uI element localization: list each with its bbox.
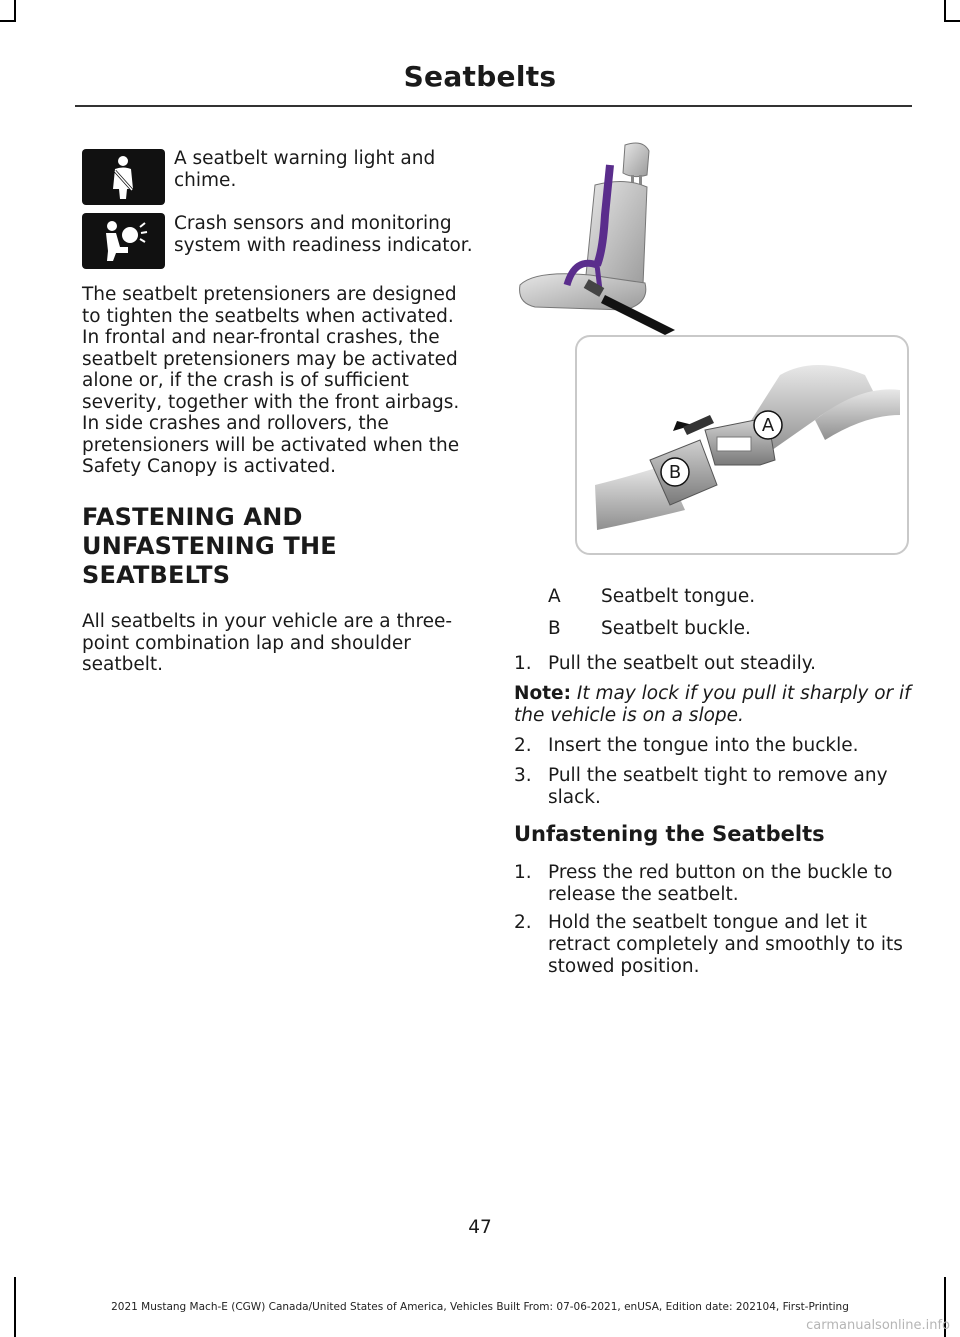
step-number: 2. — [514, 735, 532, 756]
seat-illustration — [515, 135, 675, 335]
buckle-illustration — [575, 335, 909, 555]
step-text: Hold the seatbelt tongue and let it retract completely and smoothly to its stowed position. — [548, 912, 903, 977]
note-text: It may lock if you pull it sharply or if the vehicle is on a slope. — [514, 683, 911, 726]
step-number: 2. — [514, 912, 532, 933]
page-number: 47 — [468, 1217, 492, 1238]
step-item — [514, 862, 914, 906]
subsection-heading: Unfastening the Seatbelts — [514, 822, 825, 846]
figure-label-a: A — [761, 415, 775, 436]
section-heading-line: FASTENING AND — [82, 503, 303, 531]
icon-description: A seatbelt warning light and chime. — [174, 148, 436, 191]
airbag-readiness-icon — [82, 213, 165, 269]
legend-key: A — [548, 586, 561, 607]
legend-key: B — [548, 618, 561, 639]
step-text: Press the red button on the buckle to release the seatbelt. — [548, 862, 893, 905]
step-item — [514, 765, 914, 809]
section-heading — [82, 503, 462, 590]
step-text: Pull the seatbelt out steadily. — [548, 653, 816, 674]
step-number: 3. — [514, 765, 532, 786]
section-intro: All seatbelts in your vehicle are a three-point combination lap and shoulder seatbelt. — [82, 611, 453, 675]
watermark: carmanualsonline.info — [806, 1318, 950, 1333]
step-number: 1. — [514, 653, 532, 674]
page-title: Seatbelts — [403, 60, 557, 93]
header-divider — [75, 105, 912, 107]
step-text: Insert the tongue into the buckle. — [548, 735, 859, 756]
step-item — [514, 912, 914, 978]
section-heading-line: SEATBELTS — [82, 561, 231, 589]
body-paragraph: The seatbelt pretensioners are designed to tighten the seatbelts when activated. In frontal and near-frontal crashes, the seatbelt pretensioners may be activated alone or, if the crash is of sufficient severity, together with the front airbags. In side crashes and rollovers, the pretensioners will be activated when the Safety Canopy is activated. — [82, 284, 460, 477]
step-number: 1. — [514, 862, 532, 883]
footer: 2021 Mustang Mach-E (CGW) Canada/United States of America, Vehicles Built From: 07-06-2021, enUSA, Edition date: 202104, First-Printing — [111, 1301, 849, 1313]
note-label: Note: — [514, 683, 571, 704]
crop-mark — [944, 20, 960, 22]
step-item — [514, 735, 914, 757]
step-item — [514, 653, 914, 675]
section-heading-line: UNFASTENING THE — [82, 532, 337, 560]
crop-mark — [944, 0, 946, 22]
icon-description: Crash sensors and monitoring system with readiness indicator. — [174, 213, 473, 256]
crop-mark — [14, 0, 16, 22]
legend-row — [548, 618, 751, 640]
figure-label-b: B — [668, 462, 682, 483]
legend-text: Seatbelt tongue. — [601, 586, 756, 607]
legend-text: Seatbelt buckle. — [601, 618, 751, 639]
legend-row — [548, 586, 755, 608]
seatbelt-warning-icon — [82, 149, 165, 205]
note — [514, 683, 914, 727]
step-text: Pull the seatbelt tight to remove any slack. — [548, 765, 888, 808]
crop-mark — [0, 20, 16, 22]
